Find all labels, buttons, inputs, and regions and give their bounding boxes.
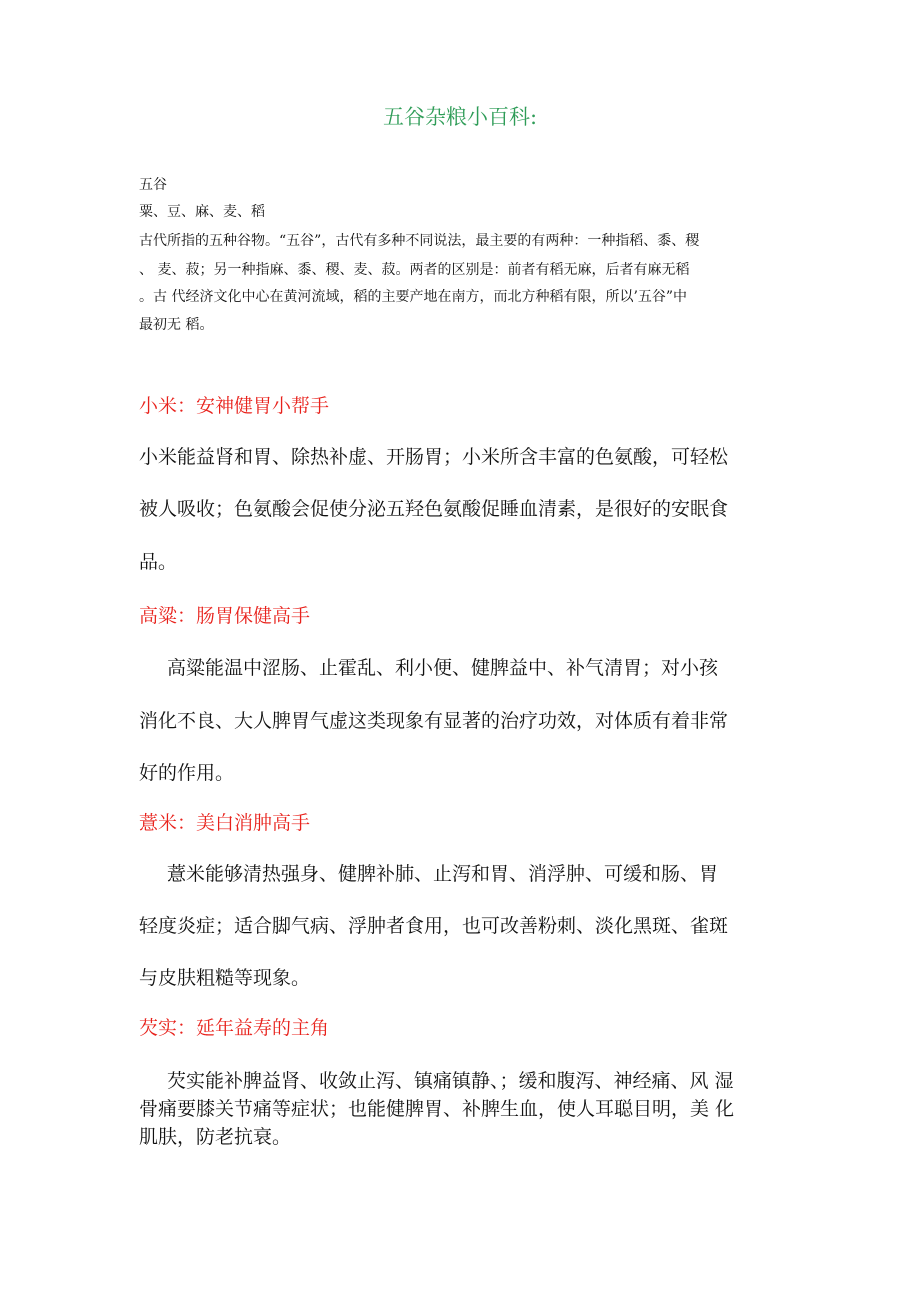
section-text-line: 高粱能温中涩肠、止霍乱、利小便、健脾益中、补气清胃；对小孩 [167, 657, 719, 679]
intro-line: 粟、豆、麻、麦、稻 [139, 204, 265, 220]
page-title: 五谷杂粮小百科: [382, 105, 538, 129]
section-text-line: 被人吸收；色氨酸会促使分泌五羟色氨酸促睡血清素，是很好的安眠食 [139, 498, 729, 520]
intro-line: 最初无 稻。 [139, 317, 214, 333]
section-heading-sorghum: 高粱：肠胃保健高手 [139, 605, 311, 627]
section-heading-millet: 小米：安神健胃小帮手 [139, 395, 330, 417]
section-heading-coix: 薏米：美白消肿高手 [139, 812, 311, 834]
intro-line: 古代所指的五种谷物。“五谷”，古代有多种不同说法，最主要的有两种：一种指稻、黍、稷 [139, 233, 700, 249]
intro-line: 。古 代经济文化中心在黄河流域，稻的主要产地在南方，而北方种稻有限，所以’五谷”中 [139, 289, 688, 305]
section-text-line: 肌肤，防老抗衰。 [139, 1126, 292, 1148]
section-text-line: 品。 [139, 551, 178, 573]
section-text-line: 薏米能够清热强身、健脾补肺、止泻和胃、消浮肿、可缓和肠、胃 [167, 863, 719, 885]
intro-line: 五谷 [139, 177, 167, 193]
section-text-line: 小米能益肾和胃、除热补虚、开肠胃；小米所含丰富的色氨酸，可轻松 [139, 446, 729, 468]
section-text-line: 轻度炎症；适合脚气病、浮肿者食用，也可改善粉刺、淡化黑斑、雀斑 [139, 915, 729, 937]
section-heading-euryale: 芡实：延年益寿的主角 [139, 1017, 330, 1039]
section-text-line: 好的作用。 [139, 762, 235, 784]
section-text-line: 骨痛要膝关节痛等症状；也能健脾胃、补脾生血，使人耳聪目明，美 化 [139, 1098, 735, 1120]
section-text-line: 与皮肤粗糙等现象。 [139, 967, 311, 989]
intro-line: 、 麦、菽；另一种指麻、黍、稷、麦、菽。两者的区别是：前者有稻无麻，后者有麻无稻 [139, 262, 690, 278]
section-text-line: 消化不良、大人脾胃气虚这类现象有显著的治疗功效，对体质有着非常 [139, 710, 729, 732]
section-text-line: 芡实能补脾益肾、收敛止泻、镇痛镇静、；缓和腹泻、神经痛、风 湿 [167, 1070, 734, 1092]
